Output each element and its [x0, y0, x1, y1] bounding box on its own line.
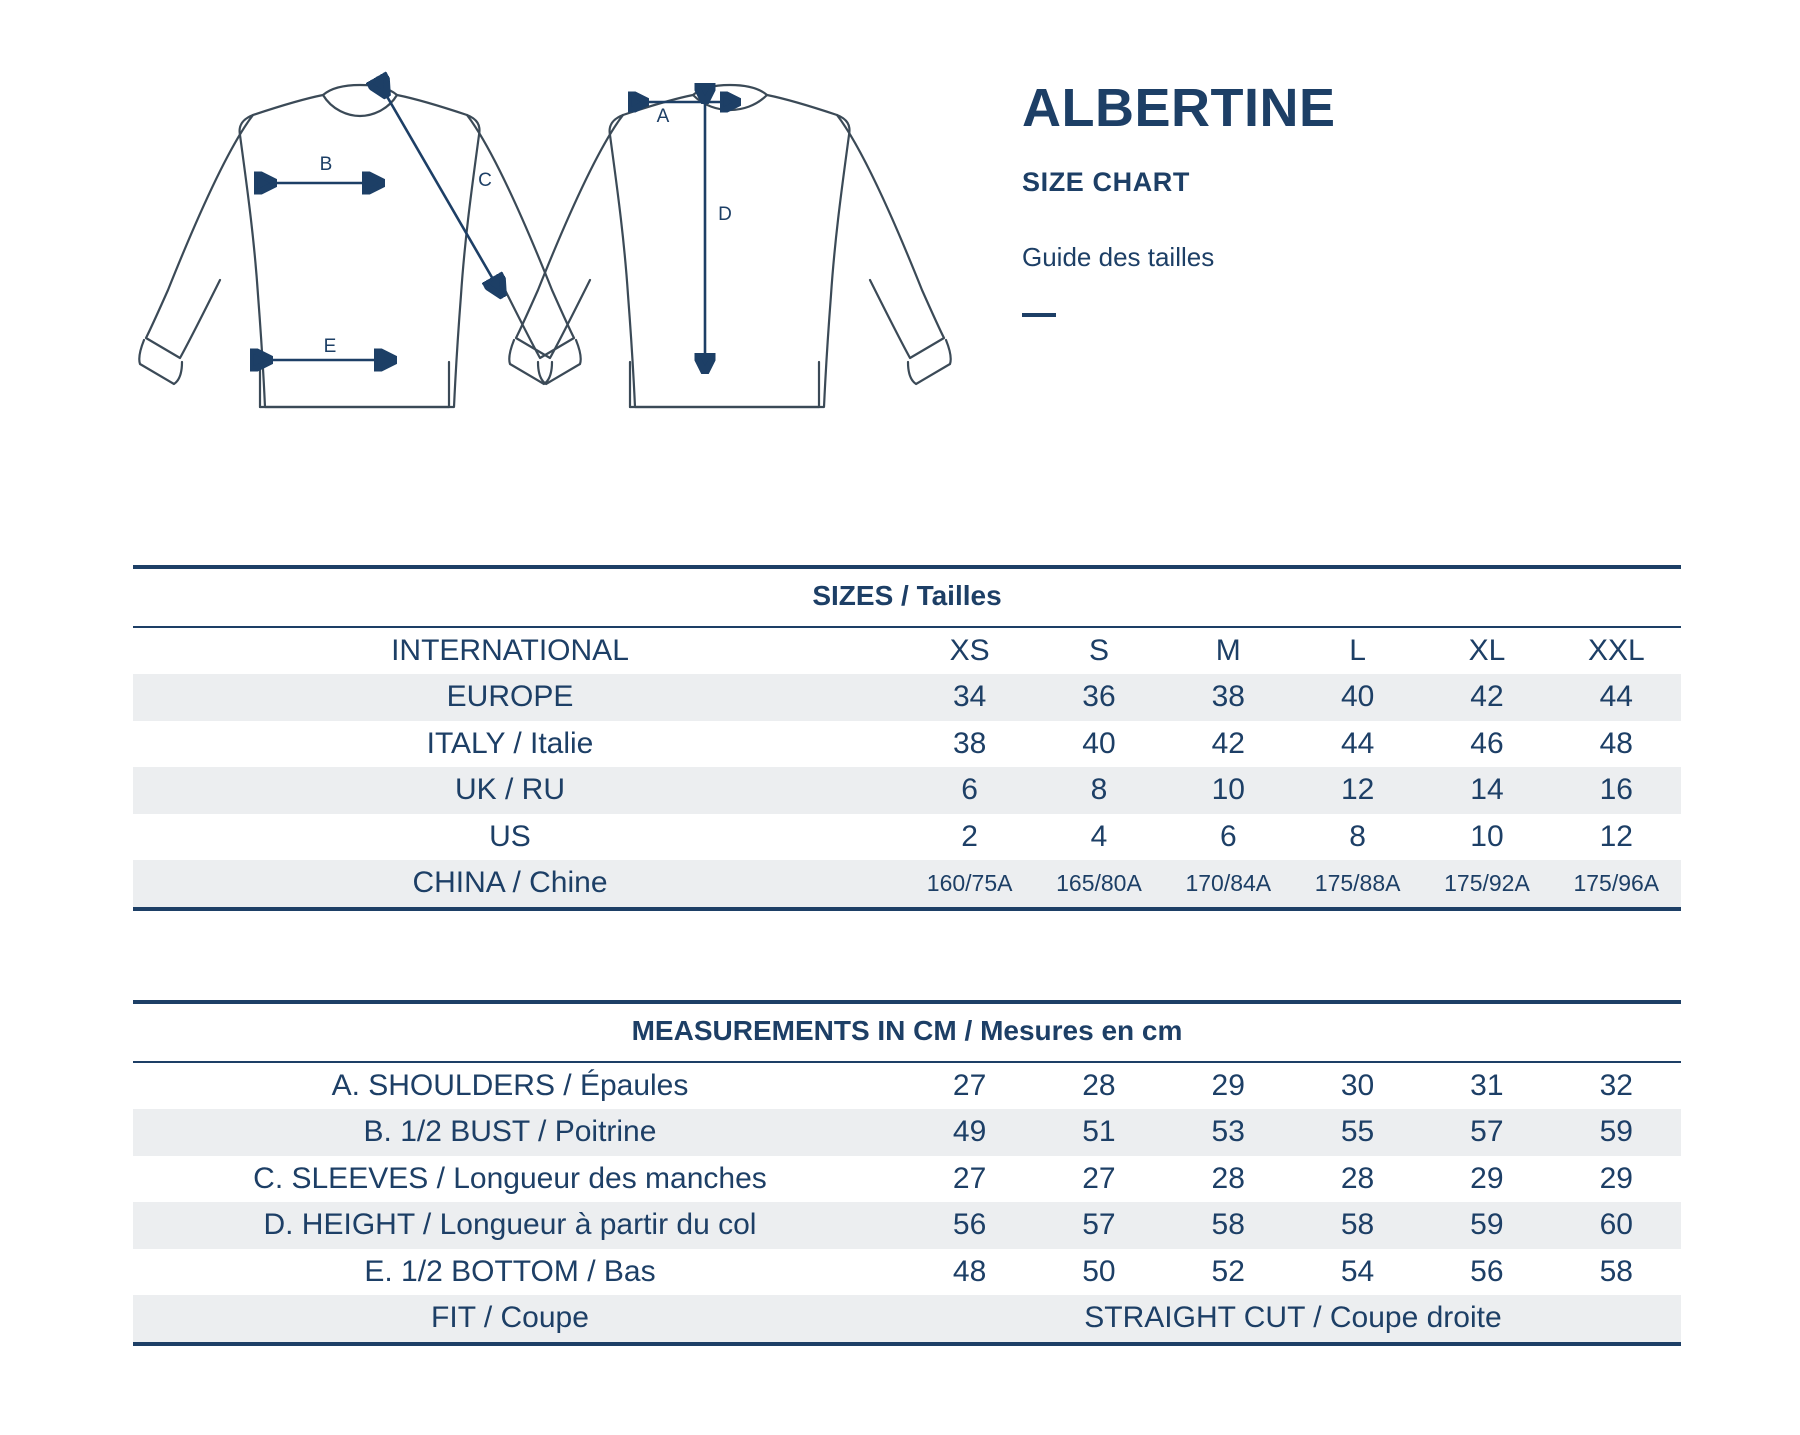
cell: 56 — [1470, 1254, 1504, 1288]
cell: 42 — [1211, 726, 1245, 760]
cell: 29 — [1470, 1161, 1504, 1195]
fit-value: STRAIGHT CUT / Coupe droite — [905, 1295, 1681, 1344]
cell: 31 — [1470, 1068, 1504, 1102]
cell: 8 — [1034, 767, 1163, 814]
cell: 28 — [1082, 1068, 1116, 1102]
table-row — [133, 674, 1681, 721]
cell: 38 — [952, 726, 987, 760]
cell: 29 — [1599, 1161, 1633, 1195]
row-label: B. 1/2 BUST / Poitrine — [133, 1109, 905, 1156]
cell: 27 — [952, 1068, 987, 1102]
cell: 59 — [1422, 1202, 1551, 1249]
cell: 52 — [1211, 1254, 1245, 1288]
table-row — [133, 1156, 1681, 1203]
cell: 56 — [905, 1202, 1034, 1249]
cell: 28 — [1211, 1161, 1245, 1195]
cell: 160/75A — [905, 860, 1034, 909]
table-row — [133, 814, 1681, 861]
table-row — [133, 767, 1681, 814]
cell: 57 — [1034, 1202, 1163, 1249]
cell: 8 — [1349, 819, 1366, 853]
header-area — [0, 0, 1800, 560]
table-row — [133, 860, 1681, 909]
table-row — [133, 1202, 1681, 1249]
cell: 38 — [1164, 674, 1293, 721]
diagram-label-c: C — [478, 170, 492, 191]
table-row — [133, 1109, 1681, 1156]
cell: 54 — [1340, 1254, 1375, 1288]
garment-illustrations — [120, 40, 1000, 460]
cell: 59 — [1552, 1109, 1681, 1156]
measurements-table — [133, 1000, 1681, 1346]
cell: 28 — [1340, 1161, 1375, 1195]
cell: 50 — [1082, 1254, 1116, 1288]
diagram-label-a: A — [656, 106, 670, 127]
row-label: A. SHOULDERS / Épaules — [331, 1068, 689, 1102]
cell: 48 — [952, 1254, 987, 1288]
cell: 12 — [1293, 767, 1422, 814]
measurements-table-wrapper — [133, 1000, 1681, 1346]
sizes-header-strong: SIZES — [812, 580, 894, 611]
guide-subtitle: Guide des tailles — [1022, 241, 1215, 272]
measurements-header-strong: MEASUREMENTS IN CM — [631, 1015, 957, 1046]
table-row — [133, 1249, 1681, 1296]
cell: 49 — [905, 1109, 1034, 1156]
cell: 175/88A — [1293, 860, 1422, 909]
cell: XXL — [1587, 633, 1645, 667]
cell: 44 — [1340, 726, 1375, 760]
cell: 48 — [1599, 726, 1633, 760]
garment-diagram-svg — [120, 40, 1000, 460]
diagram-label-e: E — [323, 336, 337, 357]
cell: 55 — [1293, 1109, 1422, 1156]
cell: 32 — [1599, 1068, 1633, 1102]
cell: 6 — [1219, 819, 1237, 853]
sizes-header-rest: / Tailles — [893, 580, 1002, 611]
cell: 27 — [952, 1161, 987, 1195]
cell: 44 — [1552, 674, 1681, 721]
cell: 36 — [1034, 674, 1163, 721]
cell: M — [1215, 633, 1241, 667]
page-title: ALBERTINE — [1022, 78, 1336, 138]
cell: 2 — [961, 819, 978, 853]
cell: 12 — [1599, 819, 1633, 853]
sizes-section-header — [133, 567, 1681, 627]
measurements-section-header — [133, 1002, 1681, 1062]
cell: 53 — [1164, 1109, 1293, 1156]
row-label: UK / RU — [133, 767, 905, 814]
cell: 58 — [1599, 1254, 1633, 1288]
cell: 46 — [1470, 726, 1504, 760]
cell: 175/92A — [1422, 860, 1551, 909]
cell: 27 — [1082, 1161, 1116, 1195]
sizes-table — [133, 565, 1681, 911]
cell: 10 — [1164, 767, 1293, 814]
cell: XS — [949, 633, 990, 667]
title-block — [1022, 80, 1722, 317]
cell: 40 — [1293, 674, 1422, 721]
cell: 170/84A — [1164, 860, 1293, 909]
diagram-label-b: B — [319, 154, 333, 175]
cell: 60 — [1552, 1202, 1681, 1249]
cell: 16 — [1552, 767, 1681, 814]
row-label: EUROPE — [133, 674, 905, 721]
table-row — [133, 1062, 1681, 1110]
cell: 4 — [1090, 819, 1108, 853]
cell: 40 — [1082, 726, 1116, 760]
cell: 51 — [1034, 1109, 1163, 1156]
cell: 175/96A — [1552, 860, 1681, 909]
divider-dash — [1022, 313, 1056, 317]
row-label: CHINA / Chine — [133, 860, 905, 909]
row-label: INTERNATIONAL — [391, 633, 629, 667]
row-label: US — [489, 819, 531, 853]
size-chart-subtitle: SIZE CHART — [1022, 166, 1190, 197]
cell: L — [1349, 633, 1366, 667]
cell: 29 — [1211, 1068, 1245, 1102]
row-label: FIT / Coupe — [133, 1295, 905, 1344]
row-label: ITALY / Italie — [426, 726, 594, 760]
fit-row — [133, 1295, 1681, 1344]
row-label: E. 1/2 BOTTOM / Bas — [364, 1254, 656, 1288]
row-label: C. SLEEVES / Longueur des manches — [253, 1161, 767, 1195]
sizes-table-wrapper — [133, 565, 1681, 911]
cell: 30 — [1340, 1068, 1375, 1102]
cell: XL — [1468, 633, 1506, 667]
cell: 165/80A — [1034, 860, 1163, 909]
measurements-header-rest: / Mesures en cm — [956, 1015, 1183, 1046]
cell: 6 — [905, 767, 1034, 814]
cell: 42 — [1422, 674, 1551, 721]
cell: 10 — [1470, 819, 1504, 853]
cell: S — [1088, 633, 1109, 667]
cell: 34 — [905, 674, 1034, 721]
cell: 58 — [1164, 1202, 1293, 1249]
diagram-label-d: D — [718, 204, 732, 225]
row-label: D. HEIGHT / Longueur à partir du col — [133, 1202, 905, 1249]
table-row — [133, 627, 1681, 675]
cell: 57 — [1422, 1109, 1551, 1156]
cell: 14 — [1422, 767, 1551, 814]
cell: 58 — [1293, 1202, 1422, 1249]
table-row — [133, 721, 1681, 768]
